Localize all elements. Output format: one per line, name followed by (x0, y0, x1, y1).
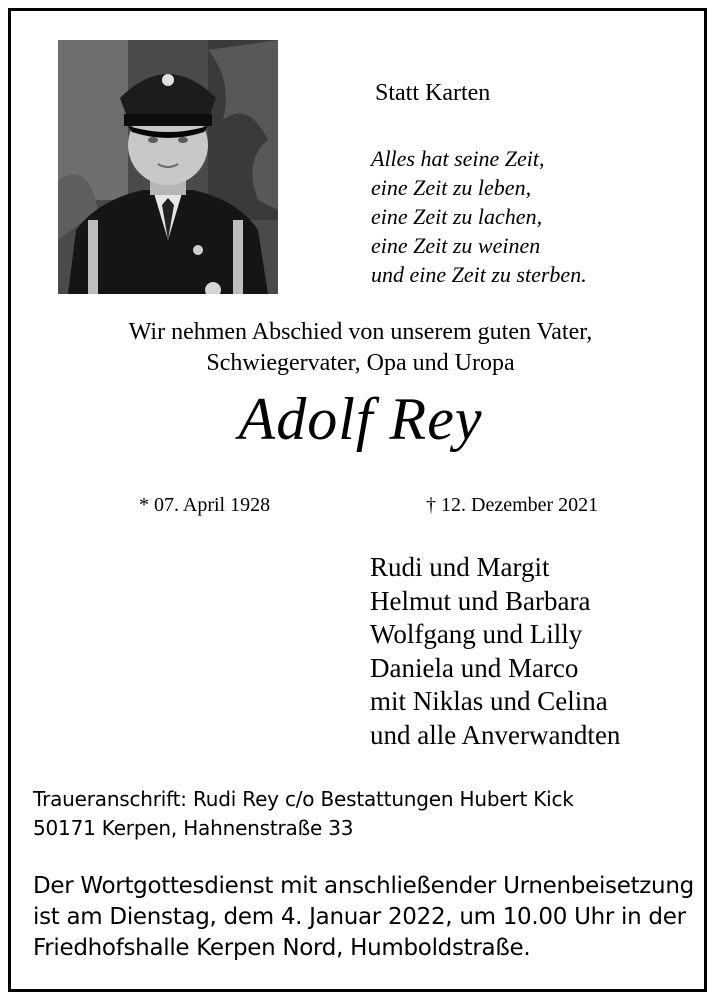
obituary-notice (8, 8, 707, 992)
poem-line: eine Zeit zu leben, (371, 175, 532, 200)
family-line: Helmut und Barbara (370, 585, 591, 616)
farewell-text (11, 317, 710, 379)
service-line: Der Wortgottesdienst mit anschließender Urnenbeisetzung (33, 873, 694, 899)
death-date: † 12. Dezember 2021 (426, 494, 599, 516)
poem-line: eine Zeit zu weinen (371, 233, 541, 258)
family-line: und alle Anverwandten (370, 719, 621, 750)
farewell-line: Wir nehmen Abschied von unserem guten Vater, (128, 319, 593, 345)
birth-date: * 07. April 1928 (139, 494, 271, 516)
address-line: 50171 Kerpen, Hahnenstraße 33 (33, 816, 354, 840)
deceased-name: Adolf Rey (238, 386, 483, 452)
poem-line: Alles hat seine Zeit, (371, 146, 545, 171)
family-list (370, 551, 620, 752)
family-line: mit Niklas und Celina (370, 686, 608, 716)
portrait-photo (58, 40, 278, 294)
service-details (33, 871, 694, 964)
service-line: Friedhofshalle Kerpen Nord, Humboldstraße. (33, 935, 531, 961)
portrait-photo-illustration (58, 40, 278, 294)
poem-line: und eine Zeit zu sterben. (371, 262, 587, 287)
poem-line: eine Zeit zu lachen, (371, 204, 543, 229)
farewell-line: Schwiegervater, Opa und Uropa (206, 350, 515, 376)
statt-karten-heading: Statt Karten (375, 80, 491, 106)
poem (371, 144, 587, 289)
mourning-address (33, 785, 574, 843)
service-line: ist am Dienstag, dem 4. Januar 2022, um 10.00 Uhr in der (33, 904, 686, 930)
address-line: Traueranschrift: Rudi Rey c/o Bestattungen Hubert Kick (33, 787, 574, 811)
family-line: Rudi und Margit (370, 552, 550, 582)
family-line: Wolfgang und Lilly (370, 619, 583, 649)
family-line: Daniela und Marco (370, 652, 579, 683)
